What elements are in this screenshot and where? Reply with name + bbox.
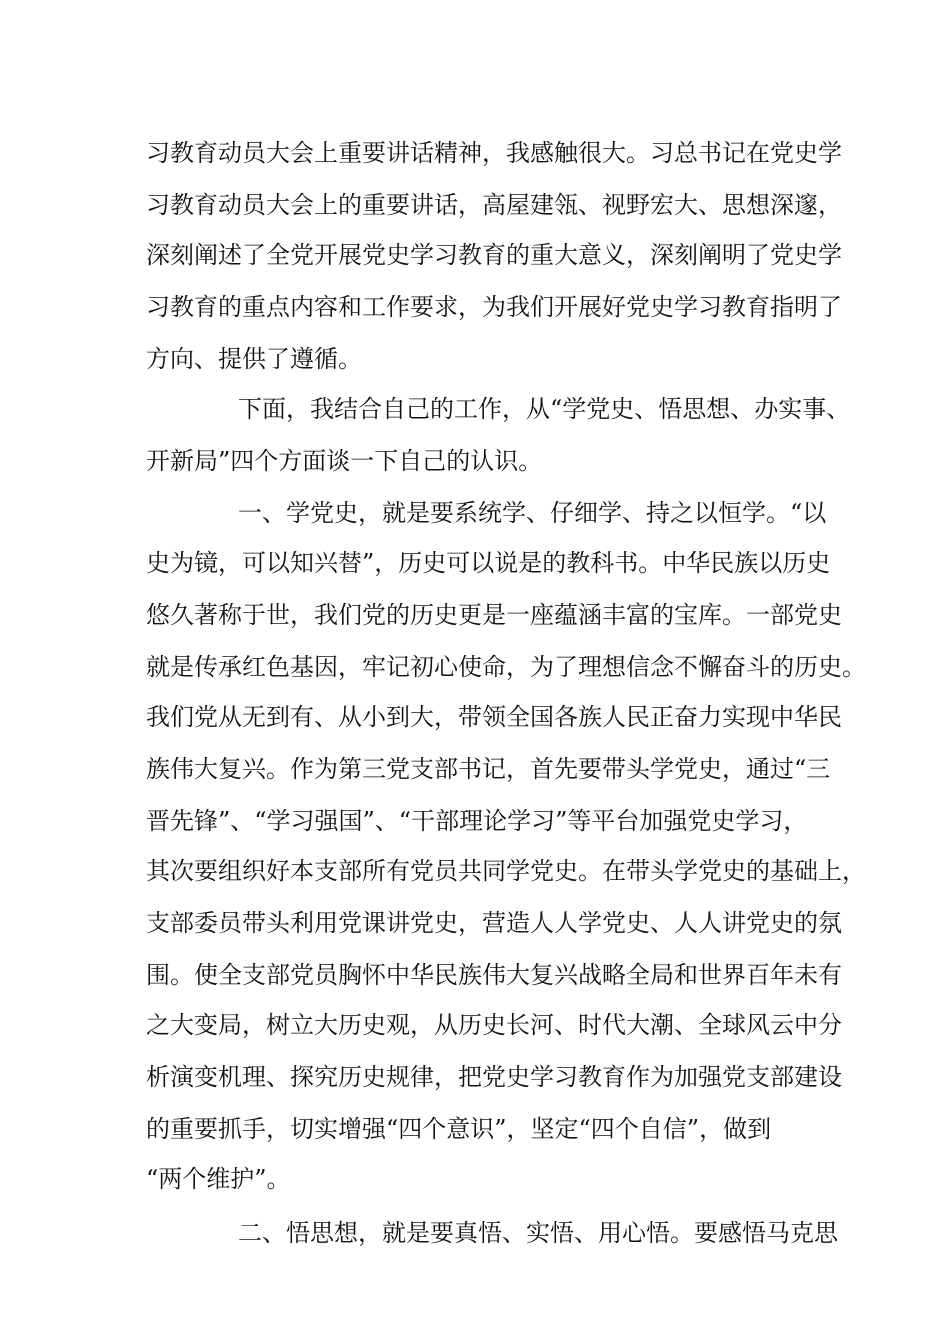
text-line: 支部委员带头利用党课讲党史，营造人人学党史、人人讲党史的氛 [146, 909, 842, 937]
text-line: 围。使全支部党员胸怀中华民族伟大复兴战略全局和世界百年未有 [146, 961, 842, 989]
text-line: 开新局”四个方面谈一下自己的认识。 [146, 447, 543, 475]
text-line: 族伟大复兴。作为第三党支部书记，首先要带头学党史，通过“三 [146, 755, 831, 783]
text-line: 方向、提供了遵循。 [146, 345, 362, 373]
text-line: 习教育动员大会上重要讲话精神，我感触很大。习总书记在党史学 [146, 139, 842, 167]
text-line: 析演变机理、探究历史规律，把党史学习教育作为加强党支部建设 [146, 1063, 842, 1091]
text-line: 的重要抓手，切实增强“四个意识”，坚定“四个自信”，做到 [146, 1115, 772, 1143]
text-line: 悠久著称于世，我们党的历史更是一座蕴涵丰富的宝库。一部党史 [146, 601, 842, 629]
text-line: 习教育的重点内容和工作要求，为我们开展好党史学习教育指明了 [146, 293, 842, 321]
text-line: 之大变局，树立大历史观，从历史长河、时代大潮、全球风云中分 [146, 1011, 842, 1039]
text-line: 习教育动员大会上的重要讲话，高屋建瓴、视野宏大、思想深邃， [146, 191, 842, 219]
text-line: 我们党从无到有、从小到大，带领全国各族人民正奋力实现中华民 [146, 703, 842, 731]
text-line: 二、悟思想，就是要真悟、实悟、用心悟。要感悟马克思 [238, 1219, 838, 1247]
text-line: 其次要组织好本支部所有党员共同学党史。在带头学党史的基础上， [146, 857, 866, 885]
text-line: 下面，我结合自己的工作，从“学党史、悟思想、办实事、 [238, 395, 851, 423]
text-line: 晋先锋”、“学习强国”、“干部理论学习”等平台加强党史学习， [146, 807, 808, 835]
text-line: 就是传承红色基因，牢记初心使命，为了理想信念不懈奋斗的历史。 [146, 653, 866, 681]
text-line: 史为镜，可以知兴替”，历史可以说是的教科书。中华民族以历史 [146, 549, 831, 577]
text-line: 深刻阐述了全党开展党史学习教育的重大意义，深刻阐明了党史学 [146, 241, 842, 269]
text-line: 一、学党史，就是要系统学、仔细学、持之以恒学。“以 [238, 499, 827, 527]
text-line: “两个维护”。 [146, 1165, 291, 1193]
